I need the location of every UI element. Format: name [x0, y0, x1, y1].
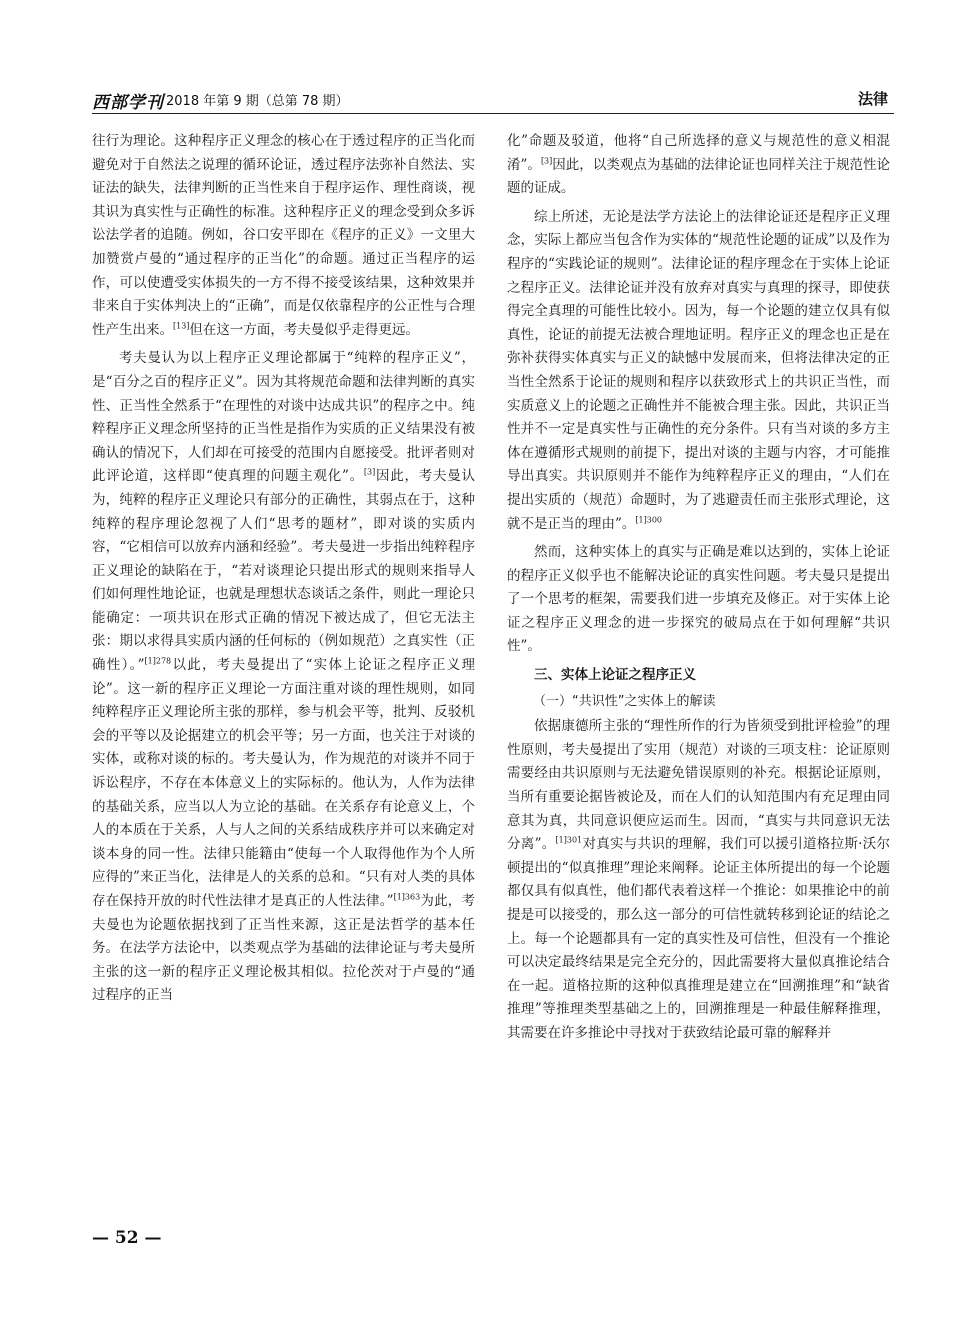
- citation: [1]363: [393, 892, 421, 902]
- section-heading: 三、实体上论证之程序正义: [534, 667, 696, 684]
- section-tag: 法律: [857, 90, 888, 108]
- paragraph: 往行为理论。这种程序正义理念的核心在于透过程序的正当化而避免对于自然法之说理的循环论证，透过程序法弥补自然法、实证法的缺失，法律判断的正当性来自于程序运作、理性商谈，视其识为真实性与正确性的标准。这种程序正义的理念受到众多诉讼法学者的追随。例如，谷口安平即在《程序的正义》一文里大加赞赏卢曼的“通过程序的正当化”的命题。通过正当程序的运作，可以使遭受实体损失的一方不得不接受该结果，这种效果并非来自于实体判决上的“正确”，而是仅依靠程序的公正性与合理性产生出来。[13]但在这一方面，考夫曼似乎走得更远。: [92, 133, 475, 338]
- right-column: [507, 130, 890, 1046]
- paragraph: 依据康德所主张的“理性所作的行为皆须受到批评检验”的理性原则，考夫曼提出了实用（规范）对谈的三项支柱：论证原则需要经由共识原则与无法避免错误原则的补充。根据论证原则，当所有重要论据皆被论及，而在人们的认知范围内有充足理由同意其为真，共同意识便应运而生。因而，“真实与共同意识无法分离”。$^{[1]301}$对真实与共识的理解，我们可以援引道格拉斯·沃尔顿提出的“似真推理”理论来阐释。论证主体所提出的每一个论题都仅具有似真性，他们都代表着这样一个推论：如果推论中的前提是可以接受的，那么这一部分的可信性就转移到论证的结论之上。每一个论题都具有一定的真实性及可信性，但没有一个推论可以决定最终结果是完全充分的，因此需要将大量似真推论结合在一起。道格拉斯的这种似真推理是建立在“回溯推理”和“缺省推理”等推理类型基础之上的，回溯推理是一种最佳解释推理，其需要在许多推论中寻找对于获致结论最可靠的解释并: [507, 718, 890, 1041]
- citation: [3]: [363, 467, 376, 477]
- header-rule: [92, 113, 894, 114]
- paragraph: 然而，这种实体上的真实与正确是难以达到的，实体上论证的程序正义似乎也不能解决论证的真实性问题。考夫曼只是提出了一个思考的框架，需要我们进一步填充及修正。对于实体上论证之程序正义理念的进一步探究的破局点在于如何理解“共识性”。: [507, 544, 890, 655]
- paragraph: 综上所述，无论是法学方法论上的法律论证还是程序正义理念，实际上都应当包含作为实体的“规范性论题的证成”以及作为程序的“实践论证的规则”。法律论证的程序理念在于实体上论证之程序正义。法律论证并没有放弃对真实与真理的探寻，即使获得完全真理的可能性比较小。因为，每一个论题的建立仅具有似真性，论证的前提无法被合理地证明。程序正义的理念也正是在弥补获得实体真实与正义的缺憾中发展而来，但将法律决定的正当性全然系于论证的规则和程序以获致形式上的共识正当性，而实质意义上的论题之正确性并不能被合理主张。因此，共识正当性并不一定是真实性与正确性的充分条件。只有当对谈的多方主体在遵循形式规则的前提下，提出对谈的主题与内容，才可能推导出真实。共识原则并不能作为纯粹程序正义的理由，“人们在提出实质的（规范）命题时，为了逃避责任而主张形式理论，这就不是正当的理由”。$^{[1]300}$: [507, 208, 890, 532]
- subsection-heading: （一）“共识性”之实体上的解读: [533, 693, 716, 709]
- issue-info: 2018 年第 9 期（总第 78 期）: [166, 94, 349, 109]
- paragraph: 化”命题及驳道，他将“自己所选择的意义与规范性的意义相混淆”。[3]因此，以类观点为基础的法律论证也同样关注于规范性论题的证成。: [507, 133, 891, 197]
- page-number: — 52 —: [92, 1228, 162, 1248]
- journal-logo: 西部学刊: [92, 93, 164, 113]
- citation: [1]301: [555, 835, 583, 845]
- citation: [1]278: [144, 656, 172, 666]
- citation: [13]: [173, 321, 190, 331]
- paragraph: 考夫曼认为以上程序正义理论都属于“纯粹的程序正义”，是“百分之百的程序正义”。因为其将规范命题和法律判断的真实性、正当性全然系于“在理性的对谈中达成共识”的程序之中。纯粹程序正义理念所坚持的正当性是指作为实质的正义结果没有被确认的情况下，人们却在可接受的范围内自愿接受。批评者则对此评论道，这样即“使真理的问题主观化”。[3]因此，考夫曼认为，纯粹的程序正义理论只有部分的正确性，其弱点在于，这种纯粹的程序理论忽视了人们“思考的题材”，即对谈的实质内容，“它相信可以放弃内涵和经验”。考夫曼进一步指出纯粹程序正义理论的缺陷在于，“若对谈理论只提出形式的规则来指导人们如何理性地论证，也就是理想状态谈话之条件，则此一理论只能确定：一项共识在形式正确的情况下被达成了，但它无法主张：期以求得具实质内涵的任何标的（例如规范）之真实性（正确性）。”$^{[1]278}$以此，考夫曼提出了“实体上论证之程序正义理论”。这一新的程序正义理论一方面注重对谈的理性规则，如同纯粹程序正义理论所主张的那样，参与机会平等，批判、反驳机会的平等以及论据建立的机会平等；另一方面，也关注于对谈的实体，或称对谈的标的。考夫曼认为，作为规范的对谈并不同于诉讼程序，不存在本体意义上的实际标的。他认为，人作为法律的基础关系，应当以人为立论的基础。在关系存有论意义上，个人的本质在于关系，人与人之间的关系结成秩序并可以来确定对谈本身的同一性。法律只能籍由“使每一个人取得他作为个人所应得的”来正当化，法律是人的关系的总和。“只有对人类的具体存在保持开放的时代性法律才是真正的人性法律。”$^{[1]363}$为此，考夫曼也为论题依据找到了正当性来源，这正是法哲学的基本任务。在法学方法论中，以类观点学为基础的法律论证与考夫曼所主张的这一新的程序正义理论极其相似。拉伦茨对于卢曼的“通过程序的正当: [92, 350, 476, 1004]
- citation: [3]: [540, 156, 553, 166]
- citation: [1]300: [635, 515, 663, 524]
- left-column: [92, 130, 475, 1008]
- running-header: [92, 88, 892, 113]
